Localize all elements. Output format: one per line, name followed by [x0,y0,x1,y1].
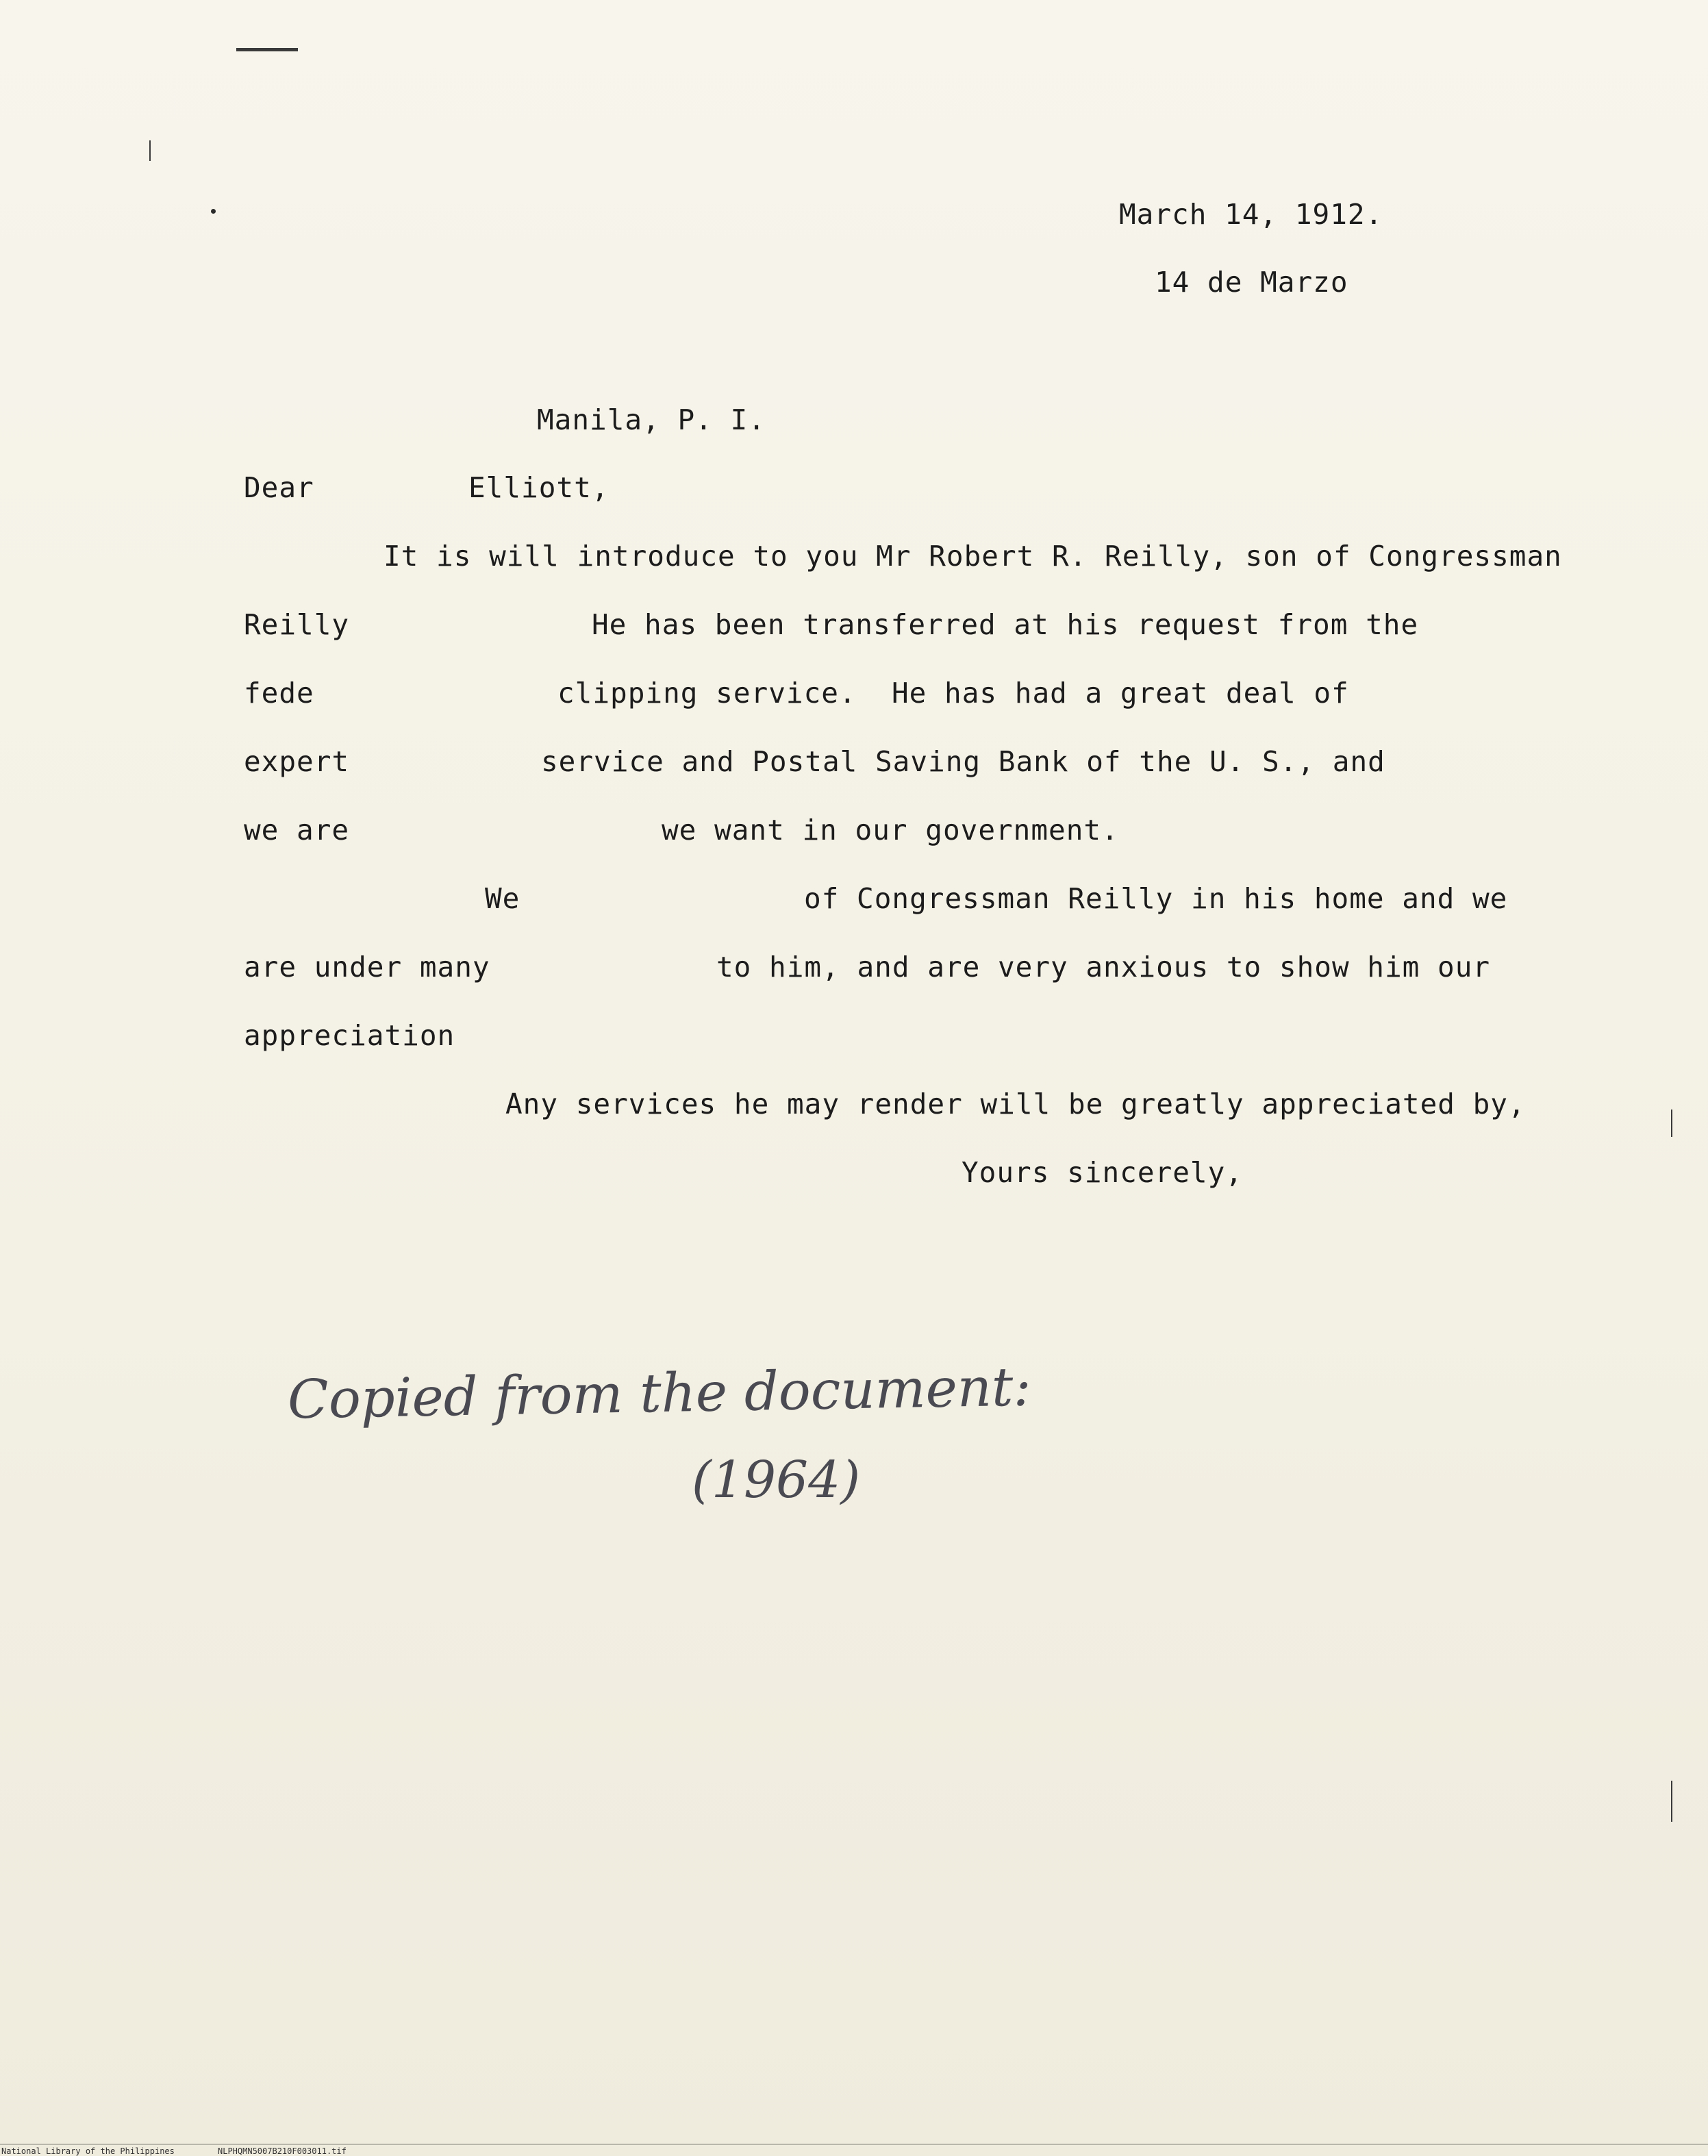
place-line: Manila, P. I. [537,403,766,436]
right-edge-mark [1671,1781,1672,1822]
left-edge-mark [149,140,151,161]
right-edge-mark [1671,1110,1672,1137]
footer-file-id: NLPHQMN5007B210F003011.tif [218,2146,347,2156]
body-line-8-left: appreciation [244,1019,455,1052]
date-spanish: 14 de Marzo [1155,266,1348,299]
salutation-dear: Dear [244,471,314,504]
sign-off: Yours sincerely, [962,1156,1243,1189]
body-line-7-right: to him, and are very anxious to show him our [716,951,1491,983]
salutation-name: Elliott, [468,471,610,504]
body-line-4-right: service and Postal Saving Bank of the U. S., and [541,745,1385,778]
body-line-6-left: We [485,882,520,915]
body-line-5-right: we want in our government. [662,814,1119,847]
scan-speck [211,209,216,214]
body-line-2-left: Reilly [244,608,350,641]
body-line-5-left: we are [244,814,350,847]
bottom-edge-line [0,2144,1708,2145]
date-english: March 14, 1912. [1119,198,1383,231]
body-line-4-left: expert [244,745,350,778]
body-line-7-left: are under many [244,951,490,983]
handwritten-note-line-1: Copied from the document: [287,1356,1032,1431]
body-line-2-right: He has been transferred at his request from the [592,608,1419,641]
body-line-3-right: clipping service. He has had a great deal of [557,677,1349,710]
handwritten-note-year: (1964) [692,1451,861,1509]
body-line-3-left: fede [244,677,314,710]
footer-archive: National Library of the Philippines [1,2146,175,2156]
closing-line: Any services he may render will be greatly appreciated by, [505,1088,1526,1120]
body-line-1: It is will introduce to you Mr Robert R. Reilly, son of Congressman [384,540,1562,573]
top-scan-mark [236,48,298,51]
body-line-6-right: of Congressman Reilly in his home and we [804,882,1508,915]
